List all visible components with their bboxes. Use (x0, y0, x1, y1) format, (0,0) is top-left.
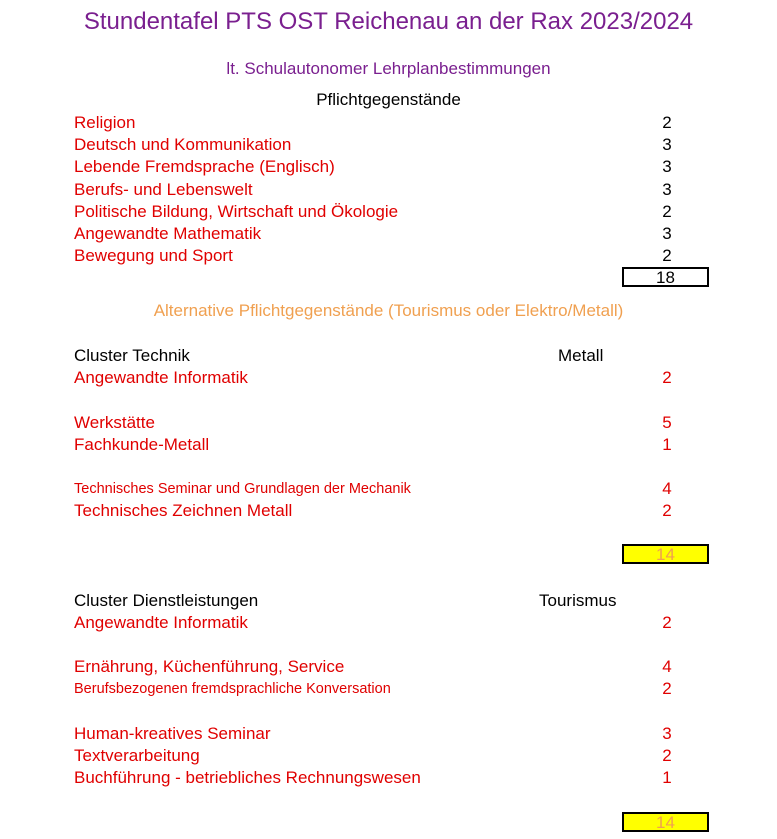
subject-label: Angewandte Mathematik (74, 224, 262, 243)
subject-label: Technisches Zeichnen Metall (74, 501, 293, 520)
subject-hours: 2 (662, 501, 672, 520)
subject-label: Buchführung - betriebliches Rechnungswesen (74, 768, 421, 787)
subject-label: Berufsbezogenen fremdsprachliche Konversation (74, 681, 391, 697)
technik-total-box: 14 (622, 544, 709, 564)
cluster-dienstleistungen-heading: Cluster Dienstleistungen (74, 591, 259, 610)
subject-hours: 3 (662, 180, 672, 199)
subject-hours: 4 (662, 657, 672, 676)
page-subtitle: lt. Schulautonomer Lehrplanbestimmungen (226, 59, 551, 78)
subject-hours: 2 (662, 113, 672, 132)
subject-hours: 3 (662, 224, 672, 243)
subject-label: Religion (74, 113, 136, 132)
pflicht-heading: Pflichtgegenstände (316, 90, 461, 109)
subject-hours: 5 (662, 413, 672, 432)
subject-label: Technisches Seminar und Grundlagen der Mechanik (74, 481, 411, 497)
subject-hours: 1 (662, 435, 672, 454)
subject-label: Angewandte Informatik (74, 613, 248, 632)
subject-hours: 2 (662, 613, 672, 632)
subject-label: Human-kreatives Seminar (74, 724, 271, 743)
subject-label: Bewegung und Sport (74, 246, 233, 265)
subject-hours: 3 (662, 724, 672, 743)
page-title: Stundentafel PTS OST Reichenau an der Rax 2023/2024 (83, 8, 694, 35)
subject-label: Lebende Fremdsprache (Englisch) (74, 157, 335, 176)
subject-label: Werkstätte (74, 413, 155, 432)
subject-hours: 2 (662, 246, 672, 265)
subject-label: Politische Bildung, Wirtschaft und Ökologie (74, 202, 399, 221)
subject-label: Fachkunde-Metall (74, 435, 210, 454)
subject-label: Berufs- und Lebenswelt (74, 180, 253, 199)
subject-label: Deutsch und Kommunikation (74, 135, 292, 154)
subject-hours: 2 (662, 368, 672, 387)
cluster-technik-heading: Cluster Technik (74, 346, 190, 365)
subject-hours: 3 (662, 157, 672, 176)
column-metall-heading: Metall (558, 346, 604, 365)
subject-label: Textverarbeitung (74, 746, 200, 765)
subject-hours: 2 (662, 202, 672, 221)
subject-hours: 4 (662, 479, 672, 498)
subject-label: Ernährung, Küchenführung, Service (74, 657, 345, 676)
subject-label: Angewandte Informatik (74, 368, 248, 387)
dienst-total-box: 14 (622, 812, 709, 832)
subject-hours: 2 (662, 679, 672, 698)
alternative-heading: Alternative Pflichtgegenstände (Tourismus oder Elektro/Metall) (153, 301, 624, 320)
subject-hours: 3 (662, 135, 672, 154)
pflicht-total-box: 18 (622, 267, 709, 287)
column-tourismus-heading: Tourismus (539, 591, 617, 610)
subject-hours: 2 (662, 746, 672, 765)
subject-hours: 1 (662, 768, 672, 787)
